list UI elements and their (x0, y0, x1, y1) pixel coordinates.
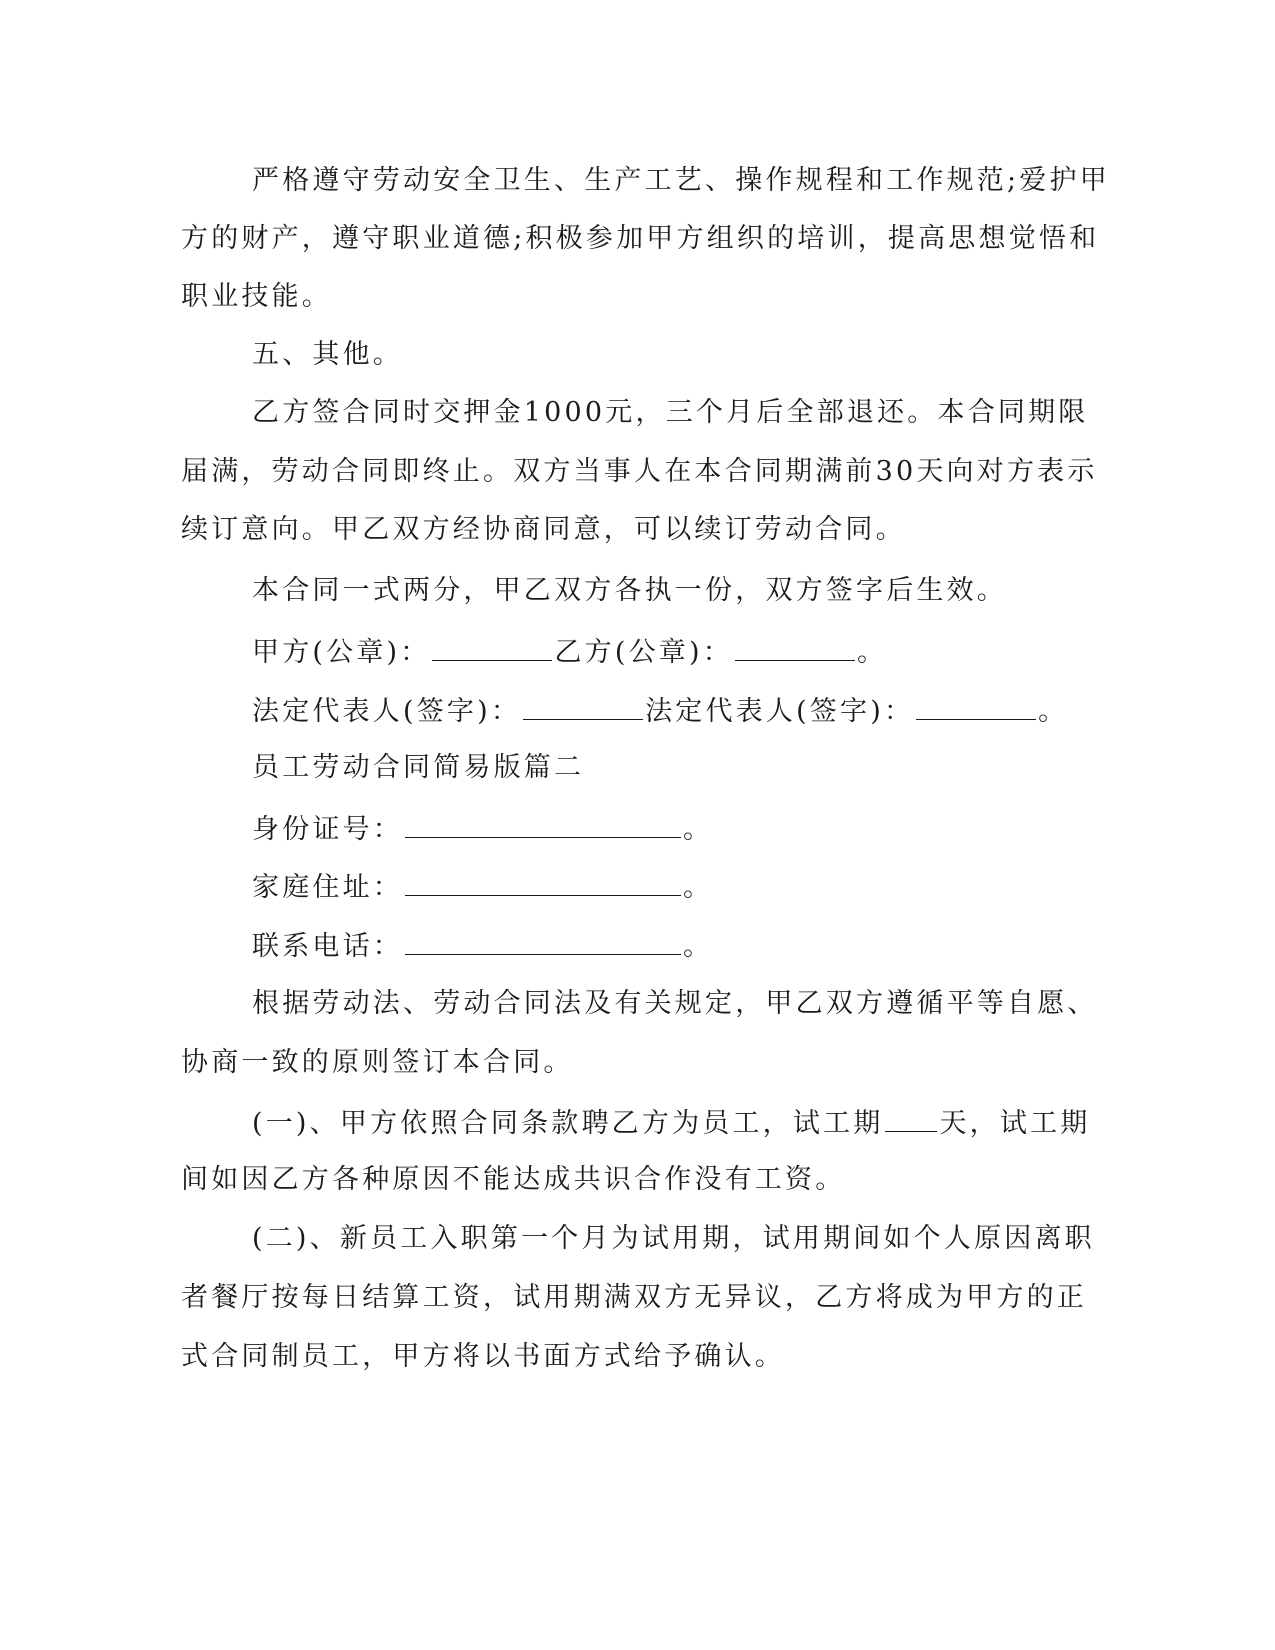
id-number-label: 身份证号： (252, 814, 403, 845)
paragraph-line: 根据劳动法、劳动合同法及有关规定，甲乙双方遵循平等自愿、 (252, 988, 1098, 1019)
paragraph-line: 式合同制员工，甲方将以书面方式给予确认。 (181, 1341, 785, 1372)
paragraph-line: 届满，劳动合同即终止。双方当事人在本合同期满前30天向对方表示 (181, 456, 1098, 487)
party-b-seal-label: 乙方(公章)： (554, 637, 733, 668)
paragraph-line: 职业技能。 (181, 281, 332, 312)
line-end: 。 (683, 814, 714, 845)
address-blank (405, 869, 681, 896)
address-label: 家庭住址： (252, 872, 403, 903)
party-a-rep-label: 法定代表人(签字)： (252, 696, 522, 727)
line-end: 。 (683, 872, 714, 903)
id-number-blank (405, 811, 681, 838)
line-end: 。 (683, 931, 714, 962)
paragraph-line: 严格遵守劳动安全卫生、生产工艺、操作规程和工作规范;爱护甲 (252, 165, 1110, 196)
clause-one-text-cont: 天，试工期 (939, 1108, 1091, 1139)
section-title: 员工劳动合同简易版篇二 (252, 752, 585, 783)
id-number-line (252, 811, 1102, 847)
paragraph-line: 本合同一式两分，甲乙双方各执一份，双方签字后生效。 (252, 575, 1007, 606)
paragraph-line: 协商一致的原则签订本合同。 (181, 1047, 574, 1078)
clause-one-line (252, 1105, 1102, 1141)
section-heading: 五、其他。 (252, 339, 403, 370)
line-end: 。 (856, 637, 888, 668)
trial-days-blank (885, 1105, 937, 1132)
phone-blank (405, 928, 681, 955)
paragraph-line: 续订意向。甲乙双方经协商同意，可以续订劳动合同。 (181, 514, 906, 545)
phone-line (252, 928, 1102, 964)
signature-seal-line (252, 634, 1102, 670)
paragraph-line: 方的财产，遵守职业道德;积极参加甲方组织的培训，提高思想觉悟和 (181, 223, 1100, 254)
paragraph-line: 间如因乙方各种原因不能达成共识合作没有工资。 (181, 1164, 846, 1195)
address-line (252, 869, 1102, 905)
party-a-seal-label: 甲方(公章)： (252, 637, 431, 668)
clause-one-text: (一)、甲方依照合同条款聘乙方为员工，试工期 (252, 1108, 884, 1139)
party-b-rep-blank (916, 693, 1036, 720)
paragraph-line: (二)、新员工入职第一个月为试用期，试用期间如个人原因离职 (252, 1223, 1095, 1254)
party-b-rep-label: 法定代表人(签字)： (645, 696, 915, 727)
party-b-seal-blank (735, 634, 855, 661)
paragraph-line: 者餐厅按每日结算工资，试用期满双方无异议，乙方将成为甲方的正 (181, 1282, 1087, 1313)
representative-signature-line (252, 693, 1102, 729)
party-a-rep-blank (523, 693, 643, 720)
phone-label: 联系电话： (252, 931, 403, 962)
line-end: 。 (1038, 696, 1069, 727)
paragraph-line: 乙方签合同时交押金1000元，三个月后全部退还。本合同期限 (252, 397, 1089, 428)
party-a-seal-blank (432, 634, 552, 661)
